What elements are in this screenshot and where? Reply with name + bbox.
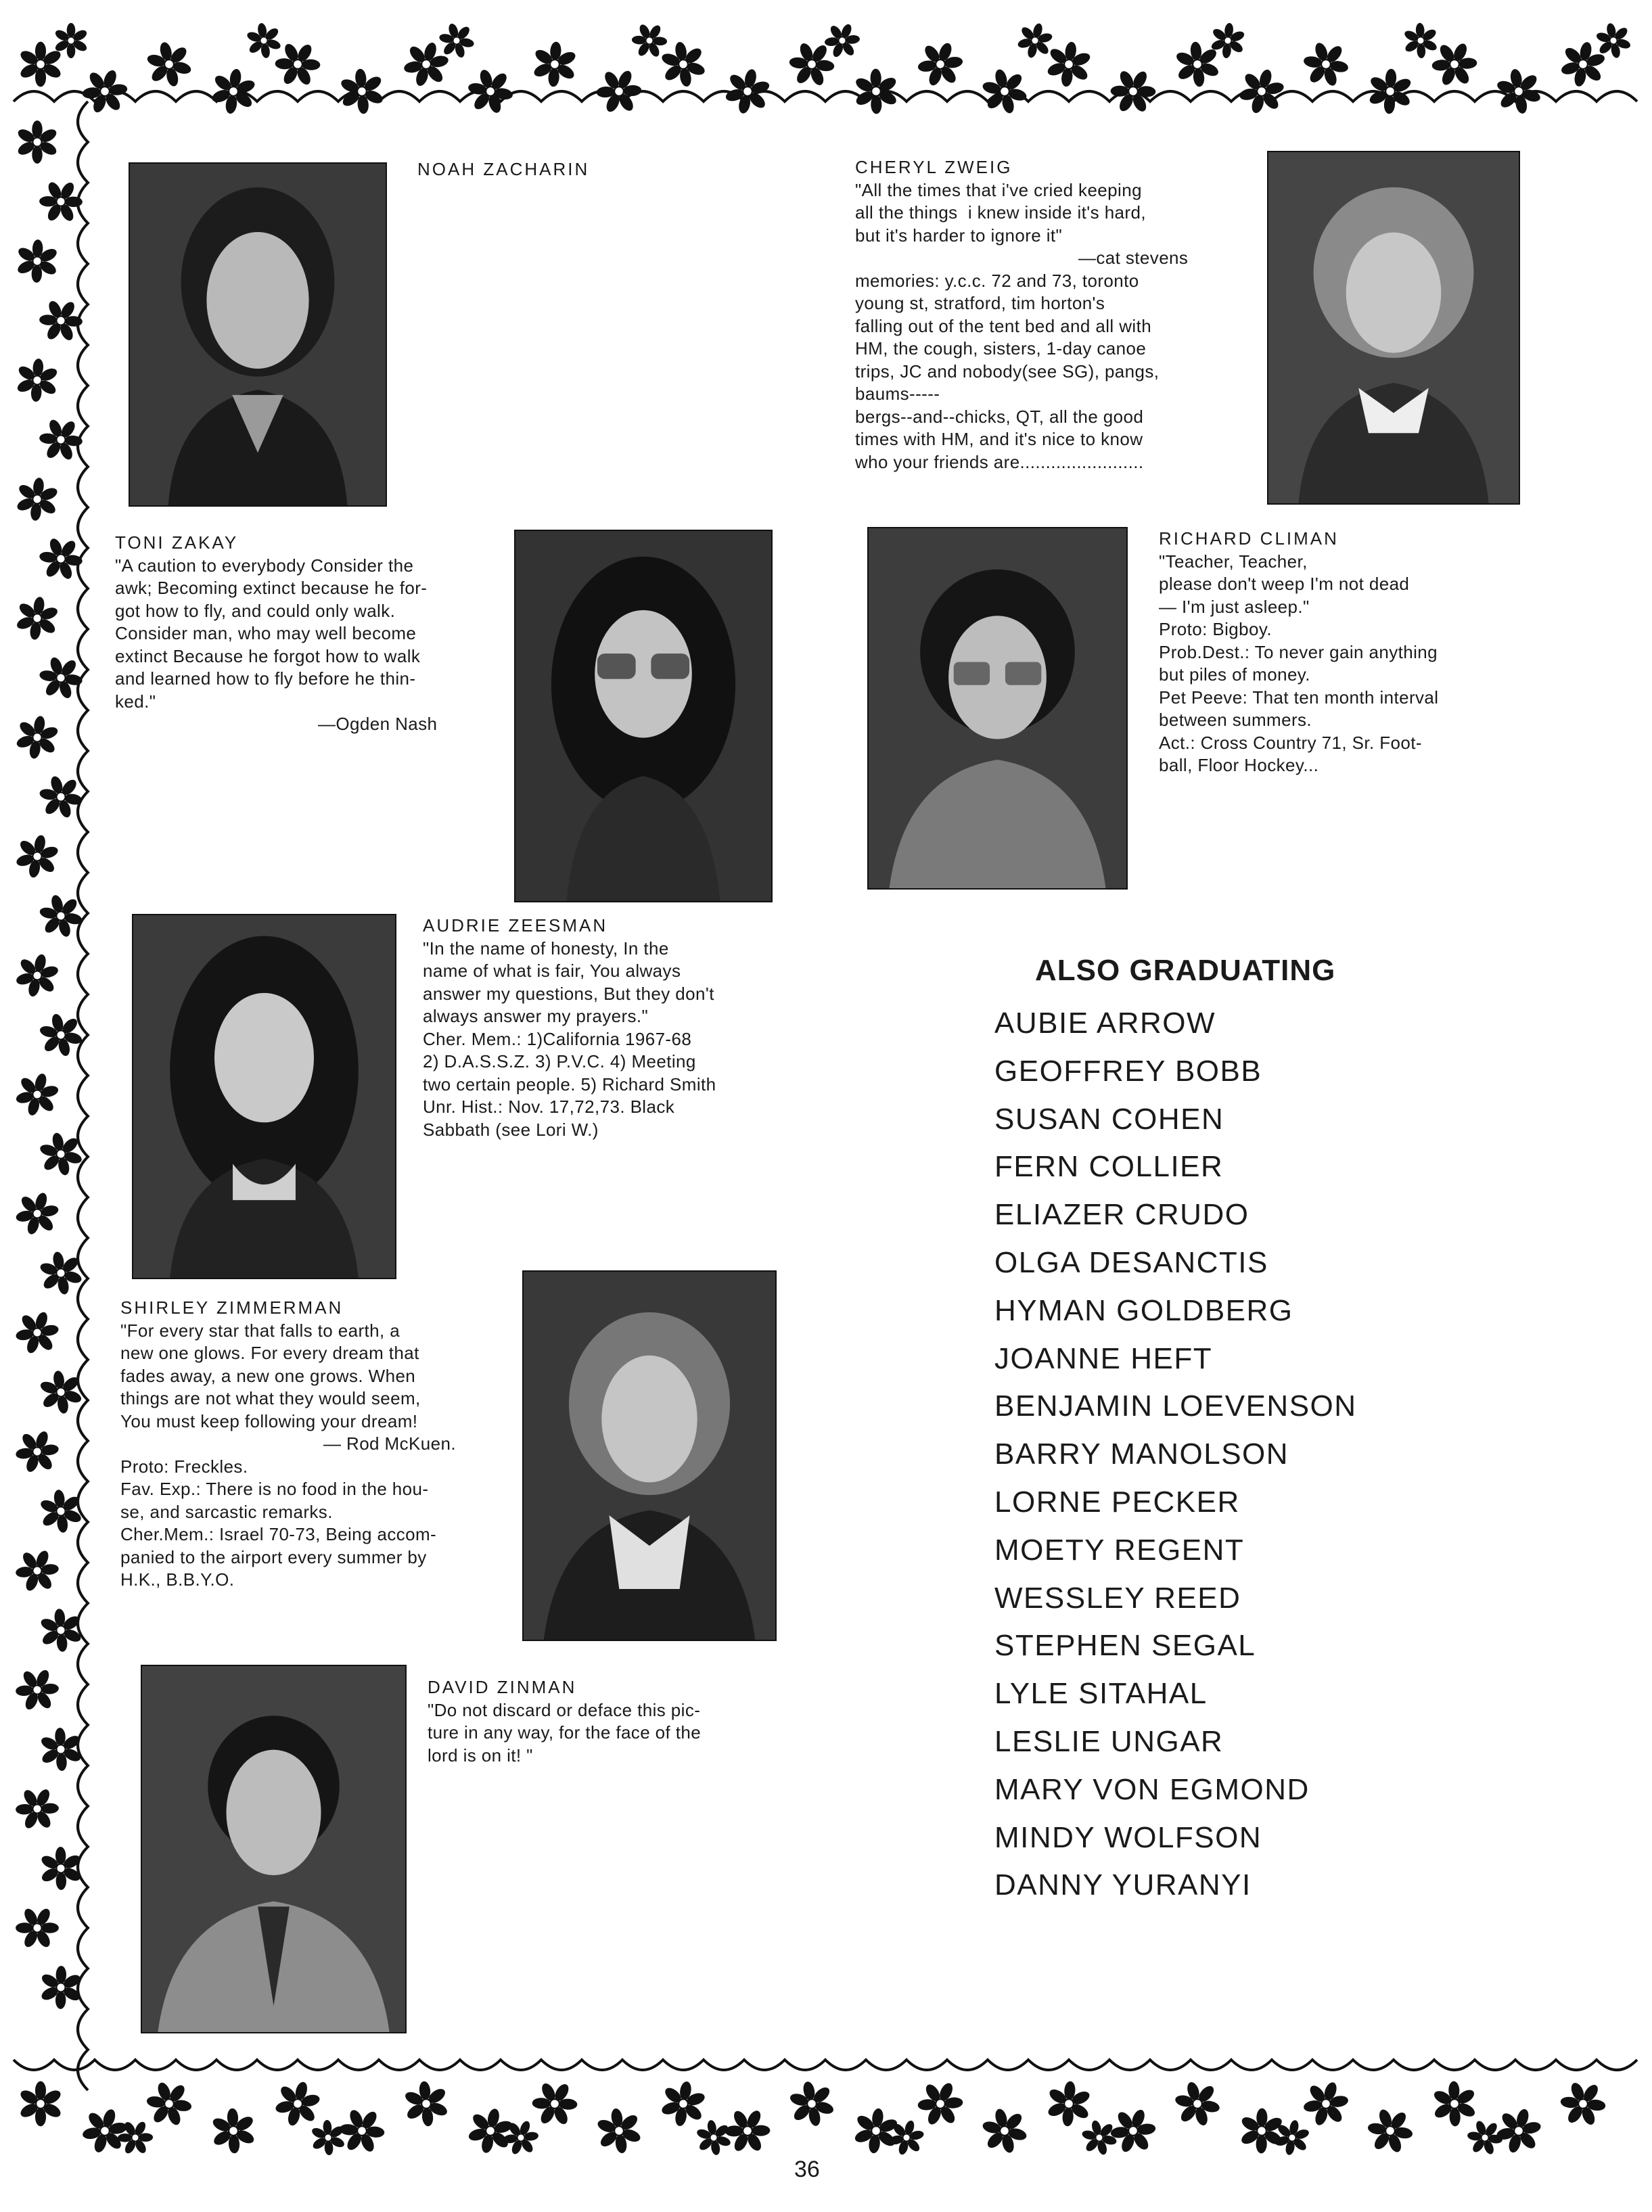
entry-text-line: got how to fly, and could only walk. [115, 600, 396, 621]
entry-text-line: Consider man, who may well become [115, 623, 417, 643]
photo-cheryl-zweig [1267, 151, 1520, 505]
graduate-name: MOETY REGENT [994, 1533, 1245, 1567]
daisy-ornament [436, 20, 478, 61]
entry-text-line: Cher.Mem.: Israel 70-73, Being accom- [120, 1524, 437, 1544]
daisy-ornament [16, 120, 59, 164]
daisy-ornament [717, 2100, 778, 2161]
entry-text-line: trips, JC and nobody(see SG), pangs, [855, 361, 1160, 382]
daisy-ornament [1300, 39, 1352, 90]
entry-text-line: panied to the airport every summer by [120, 1546, 427, 1567]
student-name: NOAH ZACHARIN [417, 159, 590, 179]
graduate-name: OLGA DESANCTIS [994, 1245, 1268, 1279]
daisy-ornament [1239, 2108, 1285, 2154]
graduate-name: STEPHEN SEGAL [994, 1629, 1256, 1663]
photo-noah-zacharin [129, 162, 387, 507]
graduate-name: BARRY MANOLSON [994, 1437, 1289, 1471]
daisy-ornament [1103, 60, 1164, 122]
daisy-ornament [138, 2072, 201, 2135]
daisy-ornament [32, 1958, 90, 2017]
entry-text-line: bergs--and--chicks, QT, all the good [855, 406, 1144, 427]
daisy-ornament [1235, 64, 1289, 118]
entry-text-line: Proto: Bigboy. [1159, 619, 1272, 639]
daisy-ornament [271, 2077, 325, 2131]
also-graduating-title: ALSO GRADUATING [1035, 954, 1336, 987]
daisy-ornament [1078, 2117, 1120, 2159]
daisy-ornament [304, 2114, 351, 2161]
daisy-ornament [76, 2102, 133, 2159]
daisy-ornament [846, 61, 907, 122]
entry-text-line: "Teacher, Teacher, [1159, 551, 1308, 572]
entry-text-line: please don't weep I'm not dead [1159, 574, 1410, 594]
entry-text-line: Proto: Freckles. [120, 1456, 248, 1477]
daisy-ornament [7, 1064, 68, 1125]
entry-text-line: Pet Peeve: That ten month interval [1159, 687, 1439, 708]
daisy-ornament [8, 1899, 66, 1958]
daisy-ornament [18, 2081, 63, 2127]
daisy-ornament [1013, 19, 1057, 62]
entry-text-line: name of what is fair, You always [423, 961, 681, 981]
daisy-ornament [8, 232, 66, 290]
daisy-ornament [1298, 2075, 1355, 2132]
entry-text-line: all the things i knew inside it's hard, [855, 202, 1146, 223]
photo-shirley-zimmerman [522, 1270, 777, 1641]
daisy-ornament [691, 2115, 737, 2160]
daisy-ornament [396, 2074, 456, 2133]
entry-text-line: baums----- [855, 384, 940, 404]
daisy-ornament [589, 61, 649, 121]
graduate-name: FERN COLLIER [994, 1150, 1224, 1184]
graduate-name: WESSLEY REED [994, 1581, 1241, 1615]
entry-text-line: "In the name of honesty, In the [423, 938, 669, 959]
student-entry-toni-zakay [115, 532, 437, 736]
graduate-name: AUBIE ARROW [994, 1007, 1216, 1040]
student-name: DAVID ZINMAN [428, 1677, 577, 1697]
entry-text-line: but it's harder to ignore it" [855, 225, 1063, 246]
entry-text-line: things are not what they would seem, [120, 1388, 421, 1408]
entry-text-line: young st, stratford, tim horton's [855, 293, 1105, 313]
student-name: AUDRIE ZEESMAN [423, 915, 608, 936]
entry-text-line: falling out of the tent bed and all with [855, 315, 1152, 336]
daisy-ornament [39, 1847, 83, 1891]
daisy-ornament [332, 62, 392, 121]
daisy-ornament [7, 1779, 66, 1838]
daisy-ornament [593, 2105, 644, 2157]
entry-text-line: memories: y.c.c. 72 and 73, toronto [855, 270, 1139, 291]
graduate-name: HYMAN GOLDBERG [994, 1293, 1293, 1327]
entry-text-line: ked." [115, 691, 156, 712]
entry-text-line: and learned how to fly before he thin- [115, 668, 416, 689]
daisy-ornament [1557, 38, 1609, 91]
also-graduating-list [994, 1000, 1357, 1910]
daisy-ornament [202, 2100, 265, 2162]
daisy-ornament [10, 1186, 64, 1241]
graduate-name: BENJAMIN LOEVENSON [994, 1389, 1357, 1423]
daisy-ornament [1558, 2079, 1607, 2128]
daisy-ornament [30, 885, 91, 946]
entry-text-line: who your friends are........................ [855, 451, 1144, 472]
daisy-ornament [204, 62, 262, 120]
entry-text-line: fades away, a new one grows. When [120, 1365, 416, 1386]
entry-text-line: — I'm just asleep." [1159, 596, 1310, 617]
daisy-ornament [37, 1488, 85, 1536]
graduate-name: MARY VON EGMOND [994, 1772, 1310, 1806]
entry-text-line: answer my questions, But they don't [423, 983, 714, 1004]
daisy-ornament [275, 41, 321, 87]
entry-text-line: "For every star that falls to earth, a [120, 1320, 400, 1341]
entry-text-line: HM, the cough, sisters, 1-day canoe [855, 338, 1147, 359]
daisy-ornament [14, 1667, 60, 1712]
photo-audrie-zeesman [132, 914, 396, 1279]
daisy-ornament [1044, 39, 1094, 89]
daisy-ornament [9, 1542, 65, 1599]
daisy-ornament [524, 2073, 584, 2134]
daisy-ornament [909, 32, 972, 95]
daisy-ornament [787, 40, 836, 89]
entry-text-line: new one glows. For every dream that [120, 1343, 419, 1363]
daisy-ornament [239, 16, 289, 66]
daisy-ornament [780, 2072, 844, 2136]
entry-text-line: "All the times that i've cried keeping [855, 179, 1142, 200]
student-entry-cheryl-zweig [855, 156, 1188, 474]
vine-ornament [78, 101, 88, 2090]
daisy-ornament [11, 949, 64, 1002]
daisy-ornament [978, 64, 1032, 118]
student-name: TONI ZAKAY [115, 532, 239, 553]
daisy-ornament [1038, 2073, 1100, 2135]
student-name: SHIRLEY ZIMMERMAN [120, 1297, 344, 1318]
daisy-ornament [76, 62, 135, 120]
entry-text-line: se, and sarcastic remarks. [120, 1501, 333, 1522]
daisy-ornament [462, 63, 519, 120]
entry-text-line: Unr. Hist.: Nov. 17,72,73. Black [423, 1097, 675, 1117]
entry-text-line: Act.: Cross Country 71, Sr. Foot- [1159, 732, 1422, 753]
entry-text-line: You must keep following your dream! [120, 1410, 418, 1431]
student-entry-richard-climan [1159, 528, 1438, 777]
daisy-ornament [7, 1421, 68, 1481]
entry-text-line: ball, Floor Hockey... [1159, 755, 1319, 775]
daisy-ornament [12, 1308, 62, 1357]
entry-text-line: lord is on it! " [428, 1745, 533, 1766]
daisy-ornament [38, 298, 83, 343]
student-entry-audrie-zeesman [423, 915, 716, 1141]
entry-text-line: "Do not discard or deface this pic- [428, 1699, 701, 1720]
student-name: RICHARD CLIMAN [1159, 528, 1339, 549]
student-entry-noah-zacharin [417, 158, 589, 181]
entry-text-line: "A caution to everybody Consider the [115, 555, 414, 576]
entry-text-line: awk; Becoming extinct because he for- [115, 578, 428, 598]
entry-text-line: but piles of money. [1159, 664, 1310, 685]
daisy-ornament [9, 591, 66, 646]
entry-text-line: 2) D.A.S.S.Z. 3) P.V.C. 4) Meeting [423, 1051, 696, 1072]
student-entry-david-zinman [428, 1676, 701, 1767]
entry-text-line: times with HM, and it's nice to know [855, 429, 1143, 449]
quote-attribution: — Rod McKuen. [323, 1433, 456, 1454]
daisy-ornament [1358, 2099, 1421, 2162]
entry-text-line: extinct Because he forgot how to walk [115, 645, 421, 666]
daisy-ornament [137, 32, 201, 96]
entry-text-line: between summers. [1159, 710, 1312, 730]
entry-text-line: Cher. Mem.: 1)California 1967-68 [423, 1028, 692, 1049]
daisy-ornament [916, 2080, 964, 2127]
entry-text-line: Sabbath (see Lori W.) [423, 1119, 599, 1140]
entry-text-line: H.K., B.B.Y.O. [120, 1569, 235, 1590]
daisy-ornament [1402, 22, 1439, 60]
graduate-name: DANNY YURANYI [994, 1868, 1252, 1902]
vine-ornament [14, 2060, 1637, 2070]
graduate-name: MINDY WOLFSON [994, 1820, 1262, 1854]
daisy-ornament [819, 18, 865, 64]
daisy-ornament [12, 831, 63, 881]
graduate-name: LORNE PECKER [994, 1485, 1240, 1519]
page-number: 36 [794, 2157, 820, 2182]
photo-david-zinman [141, 1665, 407, 2033]
daisy-ornament [1169, 2075, 1225, 2132]
graduate-name: LYLE SITAHAL [994, 1677, 1208, 1711]
daisy-ornament [32, 1720, 89, 1778]
entry-text-line: Fav. Exp.: There is no food in the hou- [120, 1479, 429, 1499]
entry-text-line: Prob.Dest.: To never gain anything [1159, 641, 1438, 662]
graduate-name: SUSAN COHEN [994, 1102, 1224, 1136]
student-entry-shirley-zimmerman [120, 1297, 456, 1592]
daisy-ornament [658, 2077, 709, 2129]
daisy-ornament [14, 476, 60, 523]
entry-text-line: always answer my prayers." [423, 1006, 649, 1026]
photo-richard-climan [867, 527, 1128, 890]
student-name: CHERYL ZWEIG [855, 157, 1013, 177]
graduate-name: JOANNE HEFT [994, 1341, 1213, 1375]
entry-text-line: two certain people. 5) Richard Smith [423, 1074, 716, 1095]
daisy-ornament [1492, 2104, 1546, 2157]
quote-attribution: —cat stevens [1078, 248, 1189, 268]
graduate-name: LESLIE UNGAR [994, 1724, 1224, 1758]
graduate-name: ELIAZER CRUDO [994, 1198, 1249, 1232]
daisy-ornament [531, 40, 578, 88]
daisy-ornament [7, 707, 67, 767]
daisy-ornament [112, 2114, 159, 2162]
daisy-ornament [7, 350, 67, 410]
daisy-ornament [32, 172, 91, 231]
daisy-ornament [1423, 2073, 1485, 2134]
daisy-ornament [977, 2104, 1032, 2159]
quote-attribution: —Ogden Nash [318, 714, 438, 734]
graduate-name: GEOFFREY BOBB [994, 1054, 1262, 1088]
photo-toni-zakay [514, 530, 773, 902]
entry-text-line: ture in any way, for the face of the [428, 1722, 702, 1743]
daisy-ornament [338, 2106, 386, 2155]
